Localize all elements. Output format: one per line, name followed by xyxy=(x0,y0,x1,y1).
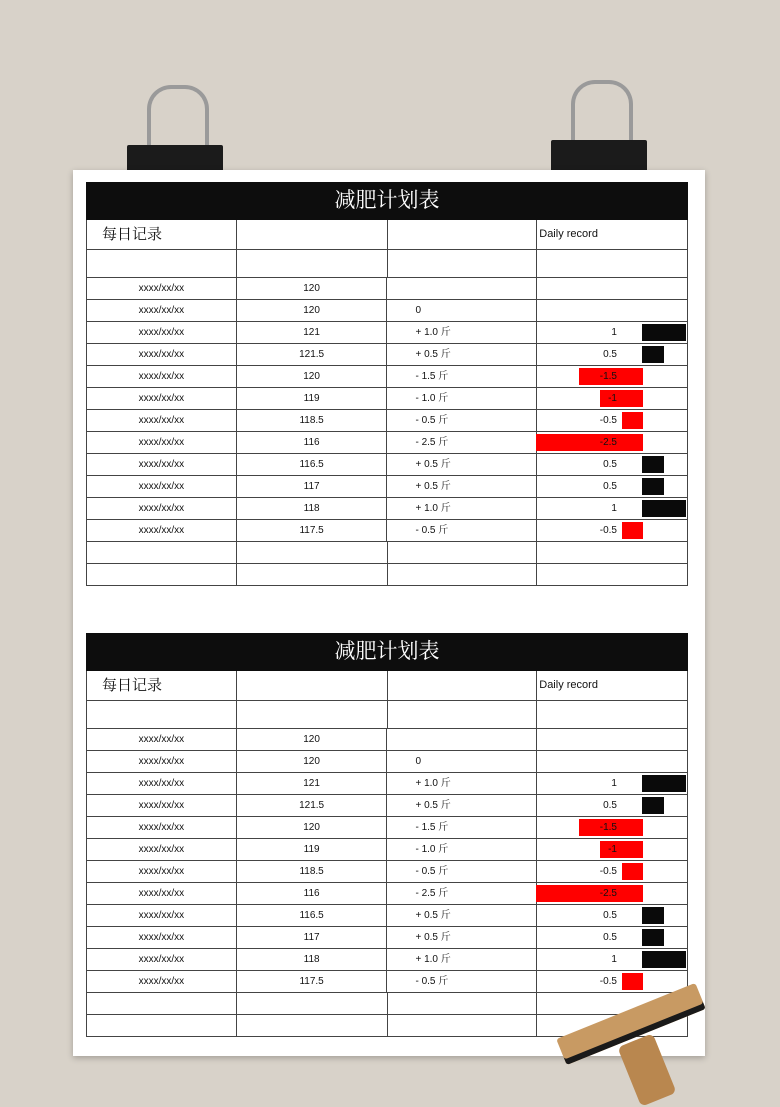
change-cell: - 0.5 斤 xyxy=(387,520,537,541)
weight-cell: 118 xyxy=(237,949,388,970)
negative-bar xyxy=(600,390,643,407)
table-title: 减肥计划表 xyxy=(86,633,688,671)
change-cell: 0 xyxy=(387,751,537,772)
date-cell: xxxx/xx/xx xyxy=(87,949,237,970)
negative-bar xyxy=(622,863,643,880)
change-cell xyxy=(387,278,537,299)
empty-cell xyxy=(388,542,538,563)
empty-cell xyxy=(388,993,538,1014)
change-cell: - 0.5 斤 xyxy=(387,971,537,992)
record-cell xyxy=(537,432,688,453)
header-record-label: Daily record xyxy=(537,220,688,249)
change-cell: - 1.0 斤 xyxy=(387,839,537,860)
change-cell: - 1.5 斤 xyxy=(387,817,537,838)
record-value: 0.5 xyxy=(603,481,617,492)
date-cell: xxxx/xx/xx xyxy=(87,773,237,794)
date-cell: xxxx/xx/xx xyxy=(87,344,237,365)
date-cell: xxxx/xx/xx xyxy=(87,278,237,299)
rubber-stamp-icon xyxy=(548,988,718,1102)
weight-cell: 120 xyxy=(237,817,388,838)
change-cell: - 2.5 斤 xyxy=(387,883,537,904)
table-row xyxy=(86,905,688,927)
weight-cell: 118.5 xyxy=(237,861,388,882)
table-row xyxy=(86,817,688,839)
record-cell xyxy=(537,476,688,497)
stamp-handle xyxy=(617,1033,676,1107)
date-cell: xxxx/xx/xx xyxy=(87,498,237,519)
weight-cell: 120 xyxy=(237,366,388,387)
change-cell: + 0.5 斤 xyxy=(387,476,537,497)
record-cell xyxy=(537,817,688,838)
negative-bar xyxy=(536,434,643,451)
table-row xyxy=(86,278,688,300)
weight-cell: 121 xyxy=(237,773,388,794)
change-cell: 0 xyxy=(387,300,537,321)
empty-cell xyxy=(237,564,388,585)
header-cell xyxy=(388,220,538,249)
header-cell xyxy=(388,671,538,700)
record-cell xyxy=(537,751,688,772)
empty-cell xyxy=(537,564,688,585)
change-cell: + 1.0 斤 xyxy=(387,322,537,343)
table-row xyxy=(86,861,688,883)
weight-cell: 119 xyxy=(237,388,388,409)
table-row xyxy=(86,366,688,388)
positive-bar xyxy=(642,456,664,473)
change-cell: + 0.5 斤 xyxy=(387,344,537,365)
header-row xyxy=(86,220,688,250)
weight-cell: 117.5 xyxy=(237,520,388,541)
record-cell xyxy=(537,839,688,860)
weight-cell: 120 xyxy=(237,751,388,772)
record-value: -1 xyxy=(608,844,617,855)
negative-bar xyxy=(622,412,643,429)
change-cell: + 0.5 斤 xyxy=(387,927,537,948)
date-cell: xxxx/xx/xx xyxy=(87,861,237,882)
record-cell xyxy=(537,454,688,475)
positive-bar xyxy=(642,929,664,946)
record-value: -2.5 xyxy=(599,437,617,448)
record-value: 0.5 xyxy=(603,459,617,470)
change-cell: + 1.0 斤 xyxy=(387,773,537,794)
record-cell xyxy=(537,861,688,882)
date-cell: xxxx/xx/xx xyxy=(87,388,237,409)
header-record-label: Daily record xyxy=(537,671,688,700)
blank-cell xyxy=(388,250,538,277)
empty-cell xyxy=(388,1015,538,1036)
blank-cell xyxy=(87,250,237,277)
positive-bar xyxy=(642,797,664,814)
record-value: 1 xyxy=(611,954,617,965)
empty-cell xyxy=(87,1015,237,1036)
header-cell xyxy=(237,671,388,700)
weight-cell: 117 xyxy=(237,927,388,948)
weight-cell: 119 xyxy=(237,839,388,860)
record-cell xyxy=(537,410,688,431)
record-value: 1 xyxy=(611,503,617,514)
change-cell: + 1.0 斤 xyxy=(387,949,537,970)
weight-cell: 118 xyxy=(237,498,388,519)
record-value: 1 xyxy=(611,778,617,789)
blank-cell xyxy=(537,250,688,277)
blank-row xyxy=(86,250,688,278)
header-label: 每日记录 xyxy=(87,220,237,249)
weight-cell: 117.5 xyxy=(237,971,388,992)
record-cell xyxy=(537,729,688,750)
date-cell: xxxx/xx/xx xyxy=(87,905,237,926)
header-row xyxy=(86,671,688,701)
empty-row xyxy=(86,564,688,586)
weight-table xyxy=(86,633,688,1037)
change-cell: + 0.5 斤 xyxy=(387,795,537,816)
paper-sheet xyxy=(73,170,705,1056)
date-cell: xxxx/xx/xx xyxy=(87,817,237,838)
weight-cell: 120 xyxy=(237,278,388,299)
date-cell: xxxx/xx/xx xyxy=(87,927,237,948)
table-row xyxy=(86,795,688,817)
record-cell xyxy=(537,905,688,926)
date-cell: xxxx/xx/xx xyxy=(87,971,237,992)
record-cell xyxy=(537,322,688,343)
record-cell xyxy=(537,366,688,387)
table-row xyxy=(86,388,688,410)
record-cell xyxy=(537,949,688,970)
date-cell: xxxx/xx/xx xyxy=(87,729,237,750)
change-cell xyxy=(387,729,537,750)
date-cell: xxxx/xx/xx xyxy=(87,476,237,497)
table-row xyxy=(86,751,688,773)
record-cell xyxy=(537,278,688,299)
record-value: 0.5 xyxy=(603,800,617,811)
date-cell: xxxx/xx/xx xyxy=(87,366,237,387)
negative-bar xyxy=(536,885,643,902)
header-cell xyxy=(237,220,388,249)
record-value: 0.5 xyxy=(603,349,617,360)
weight-cell: 116 xyxy=(237,883,388,904)
empty-cell xyxy=(87,542,237,563)
weight-cell: 116 xyxy=(237,432,388,453)
positive-bar xyxy=(642,478,664,495)
blank-cell xyxy=(537,701,688,728)
date-cell: xxxx/xx/xx xyxy=(87,883,237,904)
record-value: 0.5 xyxy=(603,932,617,943)
record-cell xyxy=(537,773,688,794)
table-row xyxy=(86,839,688,861)
empty-cell xyxy=(237,1015,388,1036)
negative-bar xyxy=(622,522,643,539)
empty-row xyxy=(86,542,688,564)
blank-row xyxy=(86,701,688,729)
blank-cell xyxy=(237,250,388,277)
change-cell: - 2.5 斤 xyxy=(387,432,537,453)
date-cell: xxxx/xx/xx xyxy=(87,795,237,816)
date-cell: xxxx/xx/xx xyxy=(87,751,237,772)
record-cell xyxy=(537,300,688,321)
positive-bar xyxy=(642,346,664,363)
negative-bar xyxy=(600,841,643,858)
change-cell: - 0.5 斤 xyxy=(387,410,537,431)
table-row xyxy=(86,454,688,476)
empty-cell xyxy=(87,564,237,585)
table-row xyxy=(86,729,688,751)
change-cell: - 1.0 斤 xyxy=(387,388,537,409)
record-value: -1.5 xyxy=(599,822,617,833)
change-cell: + 1.0 斤 xyxy=(387,498,537,519)
record-cell xyxy=(537,388,688,409)
positive-bar xyxy=(642,951,686,968)
change-cell: - 1.5 斤 xyxy=(387,366,537,387)
table-row xyxy=(86,773,688,795)
table-row xyxy=(86,432,688,454)
weight-cell: 117 xyxy=(237,476,388,497)
date-cell: xxxx/xx/xx xyxy=(87,300,237,321)
record-cell xyxy=(537,498,688,519)
table-row xyxy=(86,410,688,432)
record-cell xyxy=(537,795,688,816)
record-value: -0.5 xyxy=(599,525,617,536)
empty-cell xyxy=(237,993,388,1014)
header-label: 每日记录 xyxy=(87,671,237,700)
blank-cell xyxy=(388,701,538,728)
empty-cell xyxy=(237,542,388,563)
record-value: -1 xyxy=(608,393,617,404)
table-row xyxy=(86,949,688,971)
weight-cell: 121.5 xyxy=(237,344,388,365)
table-row xyxy=(86,883,688,905)
change-cell: + 0.5 斤 xyxy=(387,454,537,475)
date-cell: xxxx/xx/xx xyxy=(87,322,237,343)
weight-cell: 121 xyxy=(237,322,388,343)
date-cell: xxxx/xx/xx xyxy=(87,432,237,453)
change-cell: + 0.5 斤 xyxy=(387,905,537,926)
weight-table xyxy=(86,182,688,586)
blank-cell xyxy=(87,701,237,728)
empty-cell xyxy=(537,542,688,563)
record-cell xyxy=(537,883,688,904)
record-value: -1.5 xyxy=(599,371,617,382)
record-value: 1 xyxy=(611,327,617,338)
record-value: -2.5 xyxy=(599,888,617,899)
table-row xyxy=(86,344,688,366)
weight-cell: 120 xyxy=(237,729,388,750)
positive-bar xyxy=(642,775,686,792)
table-row xyxy=(86,498,688,520)
empty-cell xyxy=(388,564,538,585)
record-cell xyxy=(537,927,688,948)
record-cell xyxy=(537,520,688,541)
blank-cell xyxy=(237,701,388,728)
weight-cell: 116.5 xyxy=(237,454,388,475)
record-value: 0.5 xyxy=(603,910,617,921)
record-value: -0.5 xyxy=(599,976,617,987)
empty-cell xyxy=(87,993,237,1014)
table-row xyxy=(86,322,688,344)
positive-bar xyxy=(642,907,664,924)
weight-cell: 118.5 xyxy=(237,410,388,431)
table-row xyxy=(86,476,688,498)
date-cell: xxxx/xx/xx xyxy=(87,410,237,431)
record-value: -0.5 xyxy=(599,415,617,426)
weight-cell: 116.5 xyxy=(237,905,388,926)
record-cell xyxy=(537,344,688,365)
table-row xyxy=(86,927,688,949)
weight-cell: 120 xyxy=(237,300,388,321)
date-cell: xxxx/xx/xx xyxy=(87,520,237,541)
table-row xyxy=(86,520,688,542)
positive-bar xyxy=(642,500,686,517)
date-cell: xxxx/xx/xx xyxy=(87,454,237,475)
record-value: -0.5 xyxy=(599,866,617,877)
positive-bar xyxy=(642,324,686,341)
table-title: 减肥计划表 xyxy=(86,182,688,220)
date-cell: xxxx/xx/xx xyxy=(87,839,237,860)
weight-cell: 121.5 xyxy=(237,795,388,816)
change-cell: - 0.5 斤 xyxy=(387,861,537,882)
table-row xyxy=(86,300,688,322)
